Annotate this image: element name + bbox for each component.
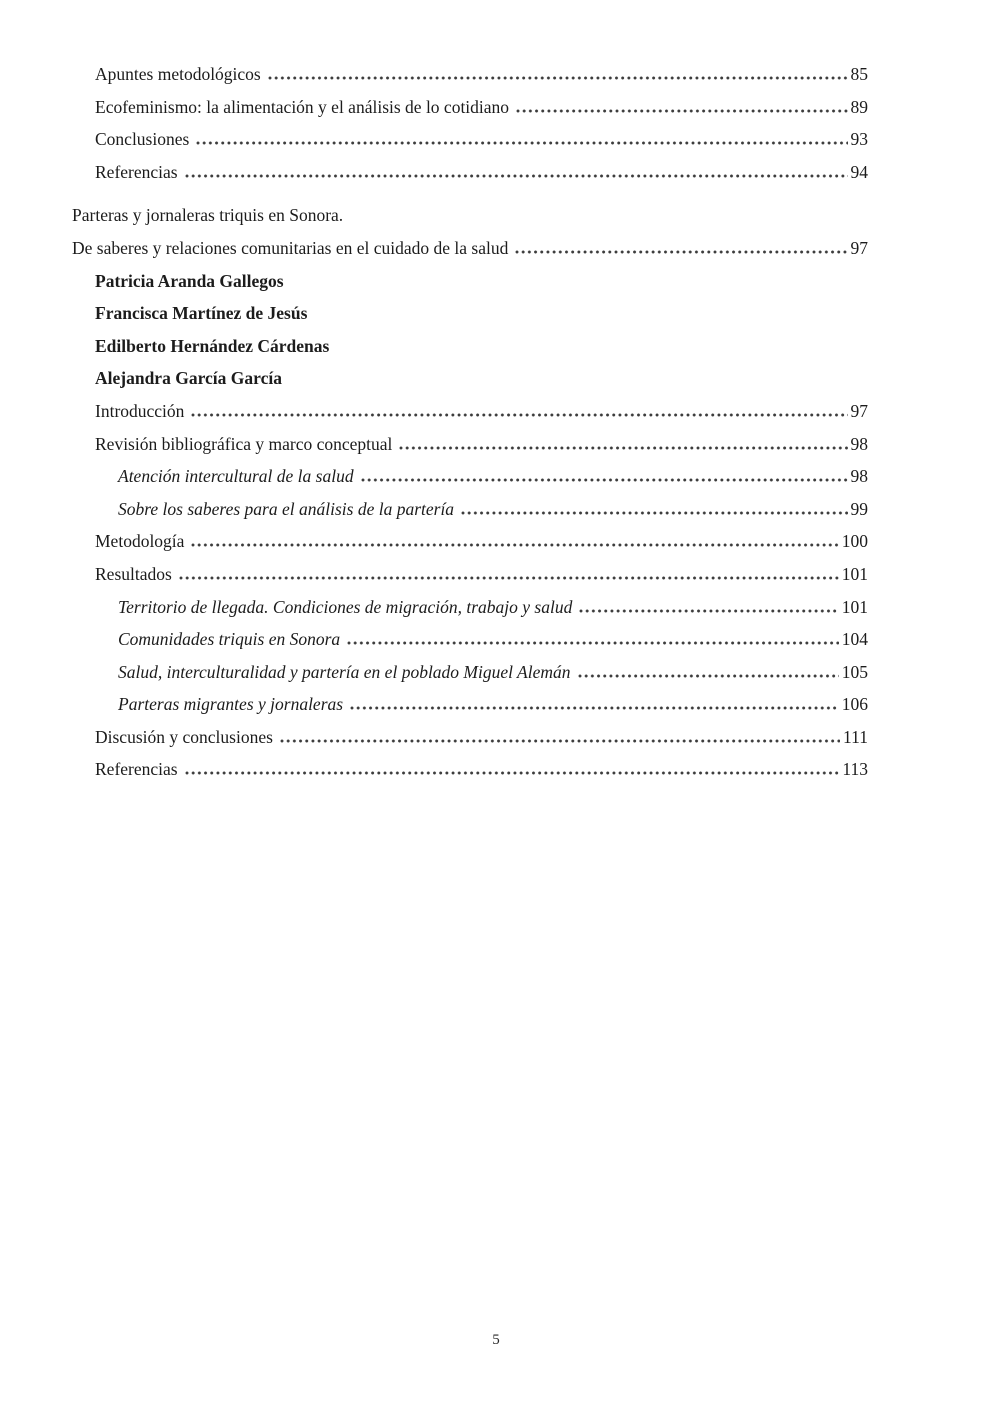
- toc-entry: [72, 401, 868, 434]
- toc-entry-label: Parteras migrantes y jornaleras: [118, 694, 344, 715]
- toc-entry-label: Apuntes metodológicos: [95, 64, 261, 84]
- toc-entry-page: 97: [850, 400, 868, 421]
- toc-entry-label: Salud, interculturalidad y partería en el poblado Miguel Alemán: [118, 661, 571, 682]
- toc-entry-label: De saberes y relaciones comunitarias en el cuidado de la salud: [72, 237, 509, 258]
- toc-entry: [72, 205, 868, 238]
- toc-entry: [72, 499, 868, 532]
- toc-entry-label: Parteras y jornaleras triquis en Sonora.: [72, 205, 344, 226]
- toc-entry: [72, 629, 868, 662]
- dotted-leader: [515, 250, 847, 254]
- toc-entry-label: Alejandra García García: [95, 368, 282, 389]
- dotted-leader: [361, 478, 848, 482]
- toc-entry-page: 98: [850, 466, 868, 487]
- toc-entry: [72, 271, 868, 304]
- toc-entry-label: Comunidades triquis en Sonora: [118, 629, 341, 650]
- toc-entry-page: 89: [850, 96, 868, 117]
- toc-entry: [72, 597, 868, 630]
- toc-entry-page: 94: [850, 161, 868, 182]
- toc-entry: [72, 303, 868, 336]
- toc-entry-page: 101: [841, 596, 868, 617]
- toc-entry: [72, 694, 868, 727]
- toc-entry-page: 98: [850, 433, 868, 454]
- toc-entry-label: Edilberto Hernández Cárdenas: [95, 335, 330, 356]
- dotted-leader: [268, 76, 848, 80]
- dotted-leader: [191, 413, 847, 417]
- toc-entry: [72, 368, 868, 401]
- dotted-leader: [347, 641, 839, 645]
- toc-entry: [72, 466, 868, 499]
- toc-entry-label: Conclusiones: [95, 129, 190, 150]
- toc-entry-page: 105: [841, 661, 868, 682]
- page-number: 5: [492, 1332, 500, 1348]
- toc-entry-label: Discusión y conclusiones: [95, 726, 273, 747]
- toc-entry-page: 113: [842, 759, 868, 780]
- toc-entry-page: 93: [850, 129, 868, 150]
- dotted-leader: [350, 706, 839, 710]
- toc-entry: [72, 129, 868, 162]
- toc-entry-page: 99: [850, 498, 868, 519]
- toc-entry: [72, 162, 868, 195]
- toc-entry-label: Metodología: [95, 531, 185, 552]
- table-of-contents: [72, 64, 868, 792]
- toc-entry: [72, 64, 868, 97]
- dotted-leader: [578, 674, 839, 678]
- toc-entry-label: Referencias: [95, 161, 178, 182]
- dotted-leader: [280, 739, 840, 743]
- toc-entry-label: Atención intercultural de la salud: [118, 466, 354, 487]
- toc-entry-label: Resultados: [95, 563, 172, 584]
- toc-entry-label: Territorio de llegada. Condiciones de migración, trabajo y salud: [118, 596, 573, 617]
- dotted-leader: [516, 109, 847, 113]
- toc-entry: [72, 97, 868, 130]
- dotted-leader: [399, 446, 847, 450]
- toc-entry: [72, 531, 868, 564]
- toc-entry-page: 104: [841, 629, 868, 650]
- toc-entry-page: 97: [850, 237, 868, 258]
- toc-entry-label: Ecofeminismo: la alimentación y el análisis de lo cotidiano: [95, 96, 510, 117]
- dotted-leader: [579, 609, 838, 613]
- toc-entry-page: 106: [841, 694, 868, 715]
- toc-entry-label: Francisca Martínez de Jesús: [95, 303, 308, 324]
- toc-entry-page: 85: [850, 64, 868, 84]
- page-footer: [0, 1332, 992, 1349]
- toc-entry: [72, 759, 868, 792]
- toc-entry: [72, 434, 868, 467]
- toc-entry-label: Revisión bibliográfica y marco conceptual: [95, 433, 393, 454]
- toc-entry-label: Referencias: [95, 759, 178, 780]
- toc-entry: [72, 727, 868, 760]
- dotted-leader: [191, 543, 838, 547]
- toc-entry-label: Patricia Aranda Gallegos: [95, 270, 284, 291]
- toc-entry: [72, 564, 868, 597]
- toc-entry-label: Introducción: [95, 400, 185, 421]
- toc-entry: [72, 336, 868, 369]
- toc-entry-page: 101: [841, 563, 868, 584]
- dotted-leader: [461, 511, 847, 515]
- dotted-leader: [179, 576, 839, 580]
- dotted-leader: [196, 141, 847, 145]
- toc-entry-page: 111: [843, 726, 868, 747]
- toc-entry: [72, 662, 868, 695]
- toc-entry-label: Sobre los saberes para el análisis de la partería: [118, 498, 455, 519]
- dotted-leader: [185, 771, 840, 775]
- toc-entry: [72, 238, 868, 271]
- toc-entry-page: 100: [841, 531, 868, 552]
- dotted-leader: [185, 174, 848, 178]
